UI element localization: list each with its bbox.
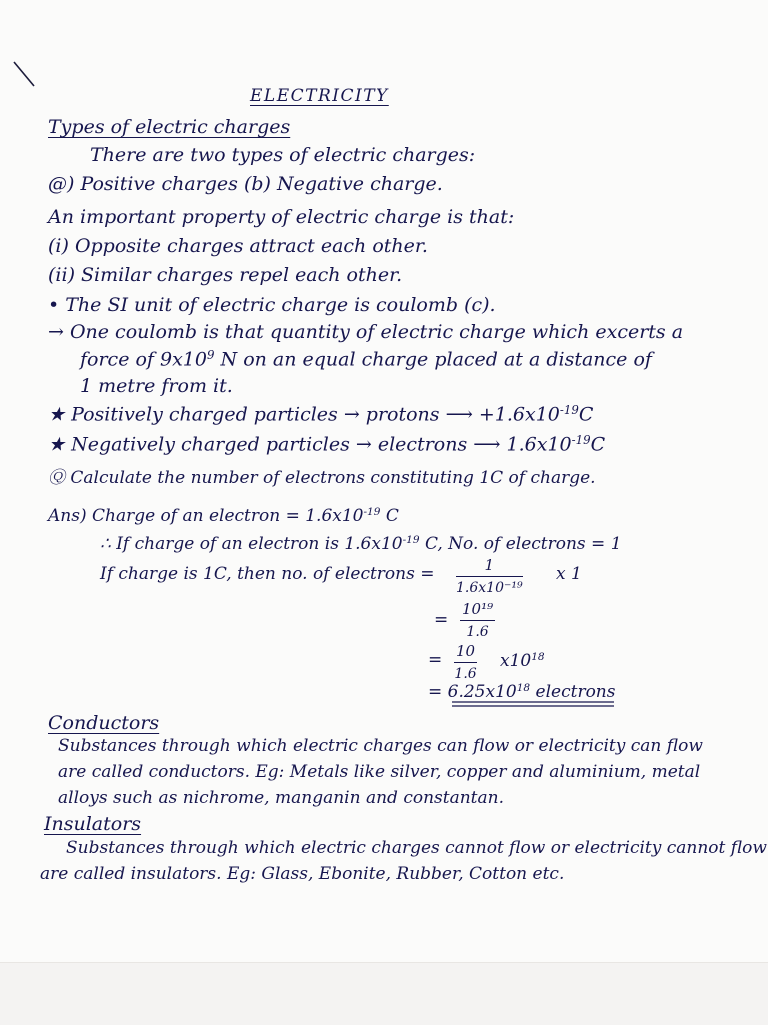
equals-sign-3: = bbox=[428, 650, 443, 670]
si-unit-line: • The SI unit of electric charge is coulomb (c). bbox=[48, 294, 496, 316]
answer-line-3: If charge is 1C, then no. of electrons = bbox=[100, 564, 435, 584]
fraction-3 bbox=[454, 642, 477, 682]
fraction-3-numerator: 10 bbox=[454, 642, 477, 663]
answer-line-1: Ans) Charge of an electron = $1.6x10^{-19}$ C bbox=[48, 505, 399, 526]
conductors-line-1: Substances through which electric charges can flow or electricity can flow bbox=[58, 736, 703, 756]
insulators-heading: Insulators bbox=[44, 813, 142, 835]
equals-sign-2: = bbox=[434, 610, 449, 630]
coulomb-line-2: force of $9x10^9$ N on an equal charge placed at a distance of bbox=[80, 348, 652, 371]
conductors-line-3: alloys such as nichrome, manganin and constantan. bbox=[58, 788, 504, 808]
corner-pen-stroke bbox=[14, 62, 34, 86]
property-item-i: (i) Opposite charges attract each other. bbox=[48, 235, 428, 257]
fraction-2-numerator: 10¹⁹ bbox=[460, 600, 495, 621]
property-lead: An important property of electric charge is that: bbox=[48, 206, 515, 228]
fraction-2 bbox=[460, 600, 495, 640]
page-title: ELECTRICITY bbox=[250, 86, 389, 106]
coulomb-line-3: 1 metre from it. bbox=[80, 375, 233, 397]
property-item-ii: (ii) Similar charges repel each other. bbox=[48, 264, 403, 286]
insulators-line-2: are called insulators. Eg: Glass, Ebonite, Rubber, Cotton etc. bbox=[40, 864, 565, 884]
fraction-2-denominator: 1.6 bbox=[466, 624, 489, 640]
answer-line-2: ∴ If charge of an electron is $1.6x10^{-19}$ C, No. of electrons = 1 bbox=[100, 533, 622, 554]
insulators-line-1: Substances through which electric charges cannot flow or electricity cannot flow bbox=[66, 838, 767, 858]
fraction-1-numerator: 1 bbox=[456, 556, 523, 577]
result-line: = $6.25x10^{18}$ electrons bbox=[428, 681, 616, 702]
fraction-3-denominator: 1.6 bbox=[454, 666, 477, 682]
conductors-line-2: are called conductors. Eg: Metals like silver, copper and aluminium, metal bbox=[58, 762, 701, 782]
fraction-3-multiplier: $x10^{18}$ bbox=[500, 650, 545, 671]
positive-particles-line: ★ Positively charged particles → protons ⟶ $+1.6x10^{-19}C$ bbox=[48, 403, 594, 426]
coulomb-line-1: → One coulomb is that quantity of electric charge which excerts a bbox=[48, 321, 684, 343]
page-bottom-edge bbox=[0, 962, 768, 1025]
types-list: @) Positive charges (b) Negative charge. bbox=[48, 173, 443, 195]
negative-particles-line: ★ Negatively charged particles → electrons ⟶ $1.6x10^{-19}C$ bbox=[48, 433, 606, 456]
question-line: Ⓠ Calculate the number of electrons constituting 1C of charge. bbox=[48, 468, 596, 488]
conductors-heading: Conductors bbox=[48, 712, 160, 734]
types-intro: There are two types of electric charges: bbox=[90, 144, 476, 166]
fraction-1 bbox=[456, 556, 523, 596]
fraction-1-multiplier: x 1 bbox=[556, 564, 582, 584]
types-heading: Types of electric charges bbox=[48, 116, 291, 138]
fraction-1-denominator: 1.6x10⁻¹⁹ bbox=[456, 580, 523, 596]
